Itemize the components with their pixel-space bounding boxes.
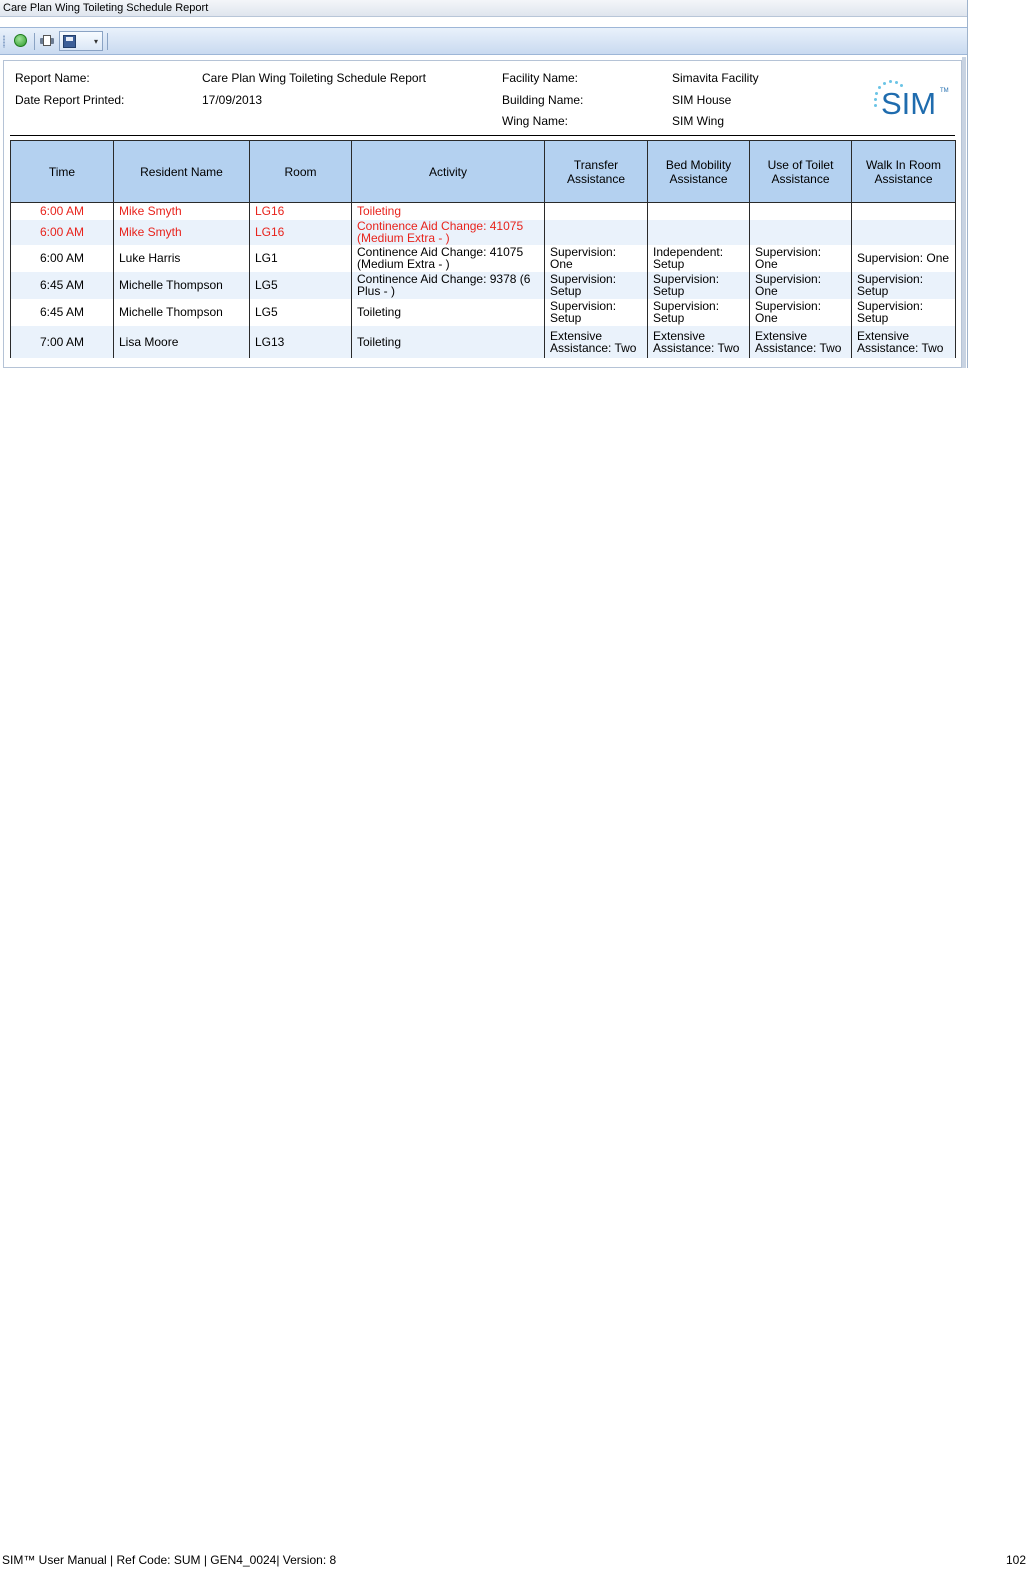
cell-time: 7:00 AM xyxy=(11,326,114,358)
cell-transfer-assistance: Supervision: Setup xyxy=(545,272,648,299)
table-row[interactable] xyxy=(11,326,956,358)
cell-room: LG1 xyxy=(250,245,352,272)
header-divider xyxy=(10,135,955,136)
cell-activity: Toileting xyxy=(352,299,545,326)
refresh-icon xyxy=(14,34,27,47)
cell-walk-in-room-assistance: Extensive Assistance: Two xyxy=(852,326,956,358)
column-header-activity[interactable]: Activity xyxy=(352,141,545,203)
toolbar xyxy=(0,27,968,55)
building-name-label: Building Name: xyxy=(502,93,584,107)
report-name-value: Care Plan Wing Toileting Schedule Report xyxy=(202,71,426,85)
table-row[interactable] xyxy=(11,299,956,326)
schedule-table xyxy=(10,140,956,358)
cell-walk-in-room-assistance xyxy=(852,220,956,245)
toolbar-separator xyxy=(34,33,35,50)
cell-resident-name: Luke Harris xyxy=(114,245,250,272)
cell-bed-mobility-assistance: Independent: Setup xyxy=(648,245,750,272)
report-content-area xyxy=(0,57,966,368)
cell-resident-name: Michelle Thompson xyxy=(114,299,250,326)
table-row[interactable] xyxy=(11,203,956,220)
cell-room: LG16 xyxy=(250,203,352,220)
cell-time: 6:00 AM xyxy=(11,203,114,220)
cell-activity: Toileting xyxy=(352,326,545,358)
facility-name-value: Simavita Facility xyxy=(672,71,759,85)
date-printed-label: Date Report Printed: xyxy=(15,93,125,107)
cell-transfer-assistance xyxy=(545,220,648,245)
cell-transfer-assistance: Supervision: Setup xyxy=(545,299,648,326)
facility-name-label: Facility Name: xyxy=(502,71,579,85)
wing-name-value: SIM Wing xyxy=(672,114,725,128)
cell-walk-in-room-assistance: Supervision: Setup xyxy=(852,272,956,299)
table-row[interactable] xyxy=(11,220,956,245)
logo-tm: TM xyxy=(940,88,949,94)
save-icon xyxy=(63,35,76,48)
cell-activity: Continence Aid Change: 41075 (Medium Extra - ) xyxy=(352,220,545,245)
cell-use-of-toilet-assistance: Supervision: One xyxy=(750,272,852,299)
sim-logo xyxy=(872,72,962,122)
cell-use-of-toilet-assistance: Supervision: One xyxy=(750,245,852,272)
column-header-walk-in-room-assistance[interactable]: Walk In Room Assistance xyxy=(852,141,956,203)
print-button[interactable] xyxy=(37,31,57,51)
refresh-button[interactable] xyxy=(11,31,31,51)
cell-transfer-assistance xyxy=(545,203,648,220)
cell-room: LG5 xyxy=(250,299,352,326)
cell-walk-in-room-assistance xyxy=(852,203,956,220)
cell-time: 6:45 AM xyxy=(11,272,114,299)
toolbar-separator xyxy=(107,33,108,50)
page-number: 102 xyxy=(1006,1553,1027,1567)
report-viewer-window xyxy=(0,0,968,368)
chevron-down-icon: ▾ xyxy=(94,37,99,46)
vertical-scrollbar[interactable] xyxy=(962,57,966,368)
cell-bed-mobility-assistance xyxy=(648,220,750,245)
cell-use-of-toilet-assistance xyxy=(750,220,852,245)
cell-bed-mobility-assistance: Extensive Assistance: Two xyxy=(648,326,750,358)
table-row[interactable] xyxy=(11,272,956,299)
cell-resident-name: Lisa Moore xyxy=(114,326,250,358)
cell-transfer-assistance: Supervision: One xyxy=(545,245,648,272)
save-dropdown-button[interactable] xyxy=(59,31,103,51)
report-page xyxy=(3,60,962,368)
cell-resident-name: Mike Smyth xyxy=(114,203,250,220)
cell-bed-mobility-assistance: Supervision: Setup xyxy=(648,272,750,299)
wing-name-label: Wing Name: xyxy=(502,114,569,128)
cell-use-of-toilet-assistance xyxy=(750,203,852,220)
date-printed-value: 17/09/2013 xyxy=(202,93,263,107)
table-header-row xyxy=(11,141,956,203)
cell-walk-in-room-assistance: Supervision: One xyxy=(852,245,956,272)
cell-time: 6:00 AM xyxy=(11,245,114,272)
building-name-value: SIM House xyxy=(672,93,732,107)
cell-resident-name: Michelle Thompson xyxy=(114,272,250,299)
table-row[interactable] xyxy=(11,245,956,272)
column-header-use-of-toilet-assistance[interactable]: Use of Toilet Assistance xyxy=(750,141,852,203)
report-name-label: Report Name: xyxy=(15,71,90,85)
table-body xyxy=(11,203,956,358)
footer-text: SIM™ User Manual | Ref Code: SUM | GEN4_0024| Version: 8 xyxy=(2,1553,337,1567)
cell-use-of-toilet-assistance: Supervision: One xyxy=(750,299,852,326)
cell-transfer-assistance: Extensive Assistance: Two xyxy=(545,326,648,358)
cell-time: 6:00 AM xyxy=(11,220,114,245)
cell-bed-mobility-assistance xyxy=(648,203,750,220)
cell-use-of-toilet-assistance: Extensive Assistance: Two xyxy=(750,326,852,358)
cell-room: LG13 xyxy=(250,326,352,358)
cell-resident-name: Mike Smyth xyxy=(114,220,250,245)
cell-time: 6:45 AM xyxy=(11,299,114,326)
column-header-room[interactable]: Room xyxy=(250,141,352,203)
cell-walk-in-room-assistance: Supervision: Setup xyxy=(852,299,956,326)
print-icon xyxy=(40,35,54,46)
cell-room: LG5 xyxy=(250,272,352,299)
logo-text: SIM xyxy=(881,86,937,121)
column-header-time[interactable]: Time xyxy=(11,141,114,203)
cell-room: LG16 xyxy=(250,220,352,245)
window-title: Care Plan Wing Toileting Schedule Report xyxy=(0,0,968,17)
column-header-bed-mobility-assistance[interactable]: Bed Mobility Assistance xyxy=(648,141,750,203)
column-header-resident-name[interactable]: Resident Name xyxy=(114,141,250,203)
column-header-transfer-assistance[interactable]: Transfer Assistance xyxy=(545,141,648,203)
cell-activity: Continence Aid Change: 9378 (6 Plus - ) xyxy=(352,272,545,299)
cell-activity: Toileting xyxy=(352,203,545,220)
cell-bed-mobility-assistance: Supervision: Setup xyxy=(648,299,750,326)
cell-activity: Continence Aid Change: 41075 (Medium Extra - ) xyxy=(352,245,545,272)
toolbar-grip-icon[interactable] xyxy=(3,35,5,48)
